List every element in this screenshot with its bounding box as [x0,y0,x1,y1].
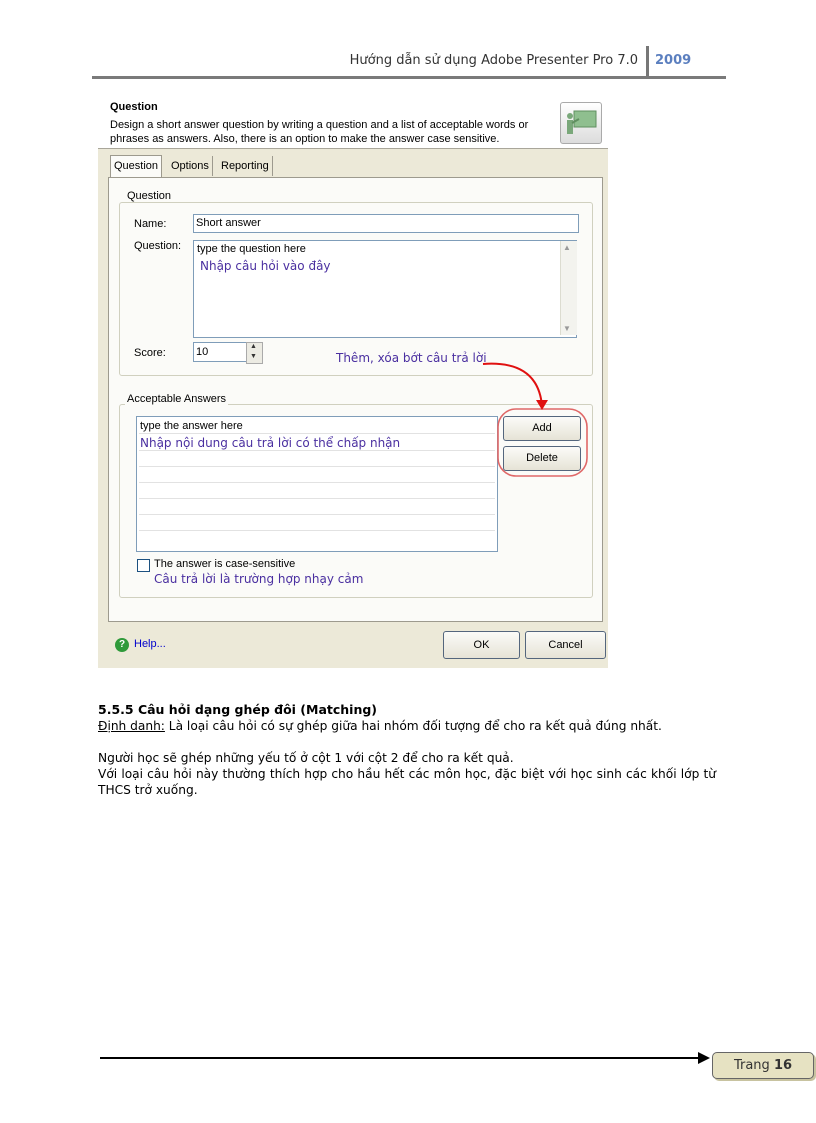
section-title: 5.5.5 Câu hỏi dạng ghép đôi (Matching) [98,702,378,717]
paragraph-2: Người học sẽ ghép những yếu tố ở cột 1 với cột 2 để cho ra kết quả. [98,751,514,765]
question-label: Question: [134,240,182,252]
header-year: 2009 [655,53,692,68]
help-link[interactable]: Help... [134,638,166,650]
header-title: Hướng dẫn sử dụng Adobe Presenter Pro 7.0 [349,53,638,68]
add-button[interactable]: Add [503,416,581,441]
question-dialog [98,98,608,668]
tab-question[interactable]: Question [110,155,162,178]
dialog-description: Design a short answer question by writing a question and a list of acceptable words or phrases as answers. Also, there is an option to make the answer case sensitive. [110,119,529,145]
header-separator [646,46,649,76]
tab-reporting[interactable]: Reporting [218,156,273,176]
answers-group-label: Acceptable Answers [127,393,227,405]
cancel-button[interactable]: Cancel [525,631,606,659]
score-label: Score: [134,347,166,359]
page-number-box [712,1052,814,1079]
spin-down-icon[interactable]: ▼ [250,353,257,360]
header-rule [92,76,726,79]
question-group-label: Question [127,190,172,202]
question-value: type the question here [197,243,306,255]
tab-options[interactable]: Options [168,156,213,176]
case-hint: Câu trả lời là trường hợp nhạy cảm [154,572,364,586]
case-sensitive-label: The answer is case-sensitive [154,558,296,570]
answer-hint: Nhập nội dung câu trả lời có thể chấp nhận [140,436,401,450]
ok-button[interactable]: OK [443,631,520,659]
scroll-up-icon[interactable]: ▲ [563,243,571,252]
help-icon[interactable]: ? [115,638,129,652]
spin-up-icon[interactable]: ▲ [250,343,257,350]
add-delete-hint: Thêm, xóa bớt câu trả lời [336,351,487,365]
page-number: 16 [773,1058,793,1073]
score-input[interactable]: 10 [193,342,249,362]
delete-button[interactable]: Delete [503,446,581,471]
annotation-arrow [483,364,542,406]
annotation-overlay [98,98,608,668]
dialog-heading: Question [110,101,158,113]
paragraph-3: Với loại câu hỏi này thường thích hợp cho hầu hết các môn học, đặc biệt với học sinh các khối lớp từ THCS trở xuống. [98,767,716,797]
scroll-down-icon[interactable]: ▼ [563,324,571,333]
name-label: Name: [134,218,167,230]
page-word: Trang [733,1058,770,1073]
footer-rule [100,1057,700,1059]
highlight-oval [498,409,587,476]
name-input[interactable]: Short answer [193,214,579,233]
definition-text: Là loại câu hỏi có sự ghép giữa hai nhóm đối tượng để cho ra kết quả đúng nhất. [164,719,662,733]
footer-arrow-icon [698,1052,710,1064]
answer-value[interactable]: type the answer here [140,420,243,432]
definition-paragraph [98,718,716,734]
definition-label: Định danh: [98,719,165,733]
question-hint: Nhập câu hỏi vào đây [200,259,331,273]
